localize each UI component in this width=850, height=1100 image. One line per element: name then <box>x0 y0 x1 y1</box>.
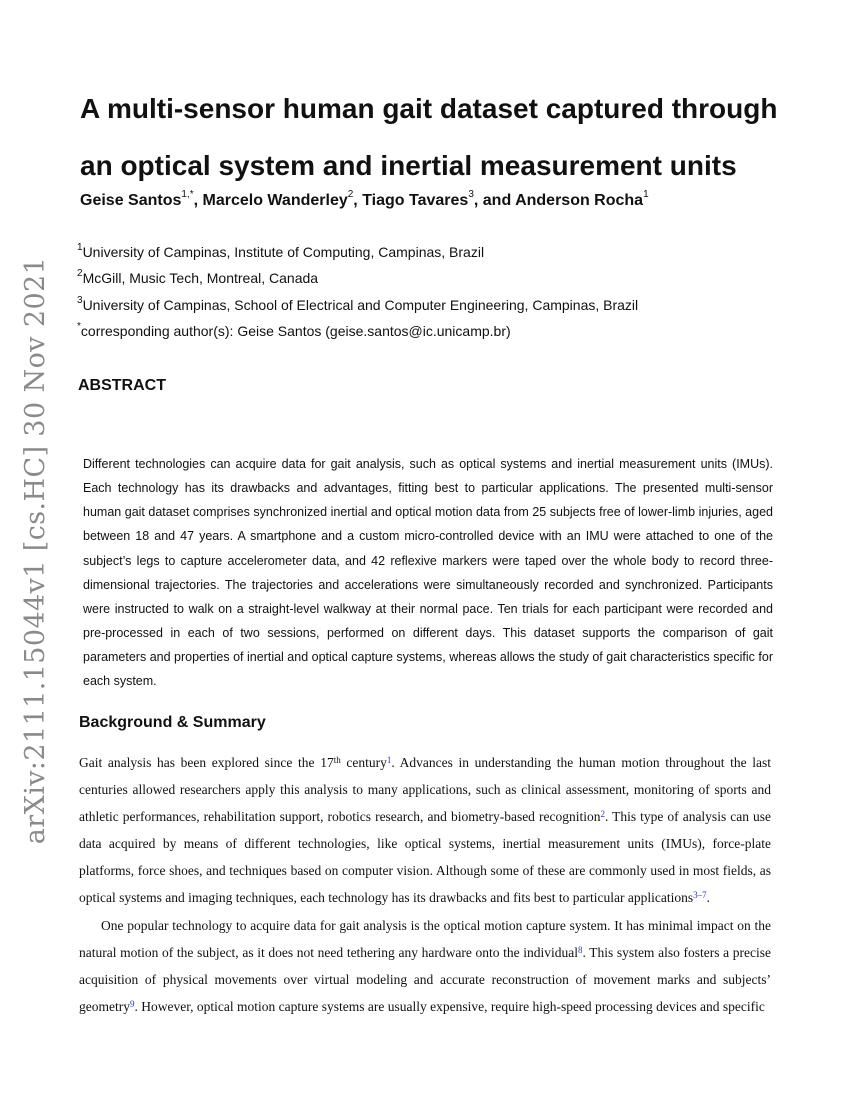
citation-link[interactable]: 9 <box>129 999 135 1009</box>
author-affiliation-mark: 1,* <box>181 189 194 200</box>
affiliation-text: University of Campinas, School of Electrical and Computer Engineering, Campinas, Brazil <box>82 297 639 313</box>
affiliation-text: University of Campinas, Institute of Computing, Campinas, Brazil <box>82 244 485 260</box>
affiliation-line <box>77 270 757 286</box>
citation-link[interactable]: 1 <box>386 755 392 765</box>
author-affiliation-mark: 1 <box>643 189 649 200</box>
background-paragraph-2: One popular technology to acquire data for gait analysis is the optical motion capture system. It has minimal impact on the natural motion of the subject, as it does not need tethering any hardware onto the individual$^8$. This system also fosters a precise acquisition of physical movements over virtual modeling and accurate reconstruction of movement marks and subjects’ geometry$^9$. However, optical motion capture systems are usually expensive, require high-speed processing devices and specific <box>79 918 771 1014</box>
author-affiliation-mark: 3 <box>468 189 474 200</box>
citation-link[interactable]: 2 <box>600 809 605 819</box>
paper-title: A multi-sensor human gait dataset captured through an optical system and inertial measurement units <box>80 93 778 181</box>
abstract-text: Different technologies can acquire data for gait analysis, such as optical systems and inertial measurement units (IMUs). Each technology has its drawbacks and advantages, fitting best to particular applications. The presented multi-sensor human gait dataset comprises synchronized inertial and optical motion data from 25 subjects free of lower-limb injuries, aged between 18 and 47 years. A smartphone and a custom micro-controlled device with an IMU were attached to one of the subject’s legs to capture accelerometer data, and 42 reflexive markers were taped over the whole body to record three-dimensional trajectories. The trajectories and accelerations were simultaneously recorded and synchronized. Participants were instructed to walk on a straight-level walkway at their normal pace. Ten trials for each participant were recorded and pre-processed in each of two sessions, performed on different days. This dataset supports the comparison of gait parameters and properties of inertial and optical capture systems, whereas allows the study of gait characteristics specific for each system. <box>83 457 773 689</box>
affiliation-mark: 3 <box>77 295 83 306</box>
abstract-heading: ABSTRACT <box>78 377 166 394</box>
affiliation-mark: 1 <box>77 242 83 253</box>
affiliation-mark: 2 <box>77 268 83 279</box>
ordinal-superscript: th <box>333 755 341 765</box>
arxiv-stamp-text: arXiv:2111.15044v1 [cs.HC] 30 Nov 2021 <box>20 256 52 844</box>
affiliation-line <box>77 297 757 313</box>
background-paragraph-1: Gait analysis has been explored since the 17th century$^1$. Advances in understanding the human motion throughout the last centuries allowed researchers apply this analysis to many applications, such as clinical assessment, monitoring of sports and athletic performances, rehabilitation support, robotics research, and biometry-based recognition$^2$. This type of analysis can use data acquired by means of different technologies, like optical systems, inertial measurement units (IMUs), force-plate platforms, force shoes, and techniques based on computer vision. Although some of these are commonly used in most fields, as optical systems and imaging techniques, each technology has its drawbacks and fits best to particular applications$^{3-7}$. <box>79 755 771 905</box>
arxiv-side-stamp <box>6 256 66 844</box>
affiliation-text: McGill, Music Tech, Montreal, Canada <box>82 270 319 286</box>
author-name: Marcelo Wanderley <box>202 192 348 209</box>
citation-link[interactable]: 3–7 <box>693 890 707 900</box>
affiliation-line <box>77 244 757 260</box>
author-separator: , <box>193 192 203 209</box>
author-name: Geise Santos <box>80 192 182 209</box>
background-heading: Background & Summary <box>79 714 266 731</box>
affiliation-mark: * <box>77 321 81 332</box>
author-name: Anderson Rocha <box>515 192 644 209</box>
affiliation-line <box>77 323 757 339</box>
author-affiliation-mark: 2 <box>347 189 354 200</box>
author-name: Tiago Tavares <box>362 192 469 209</box>
author-separator: , and <box>473 192 516 209</box>
author-separator: , <box>353 192 363 209</box>
citation-link[interactable]: 8 <box>578 945 583 955</box>
affiliation-text: corresponding author(s): Geise Santos (geise.santos@ic.unicamp.br) <box>80 323 511 339</box>
author-list <box>80 189 780 210</box>
